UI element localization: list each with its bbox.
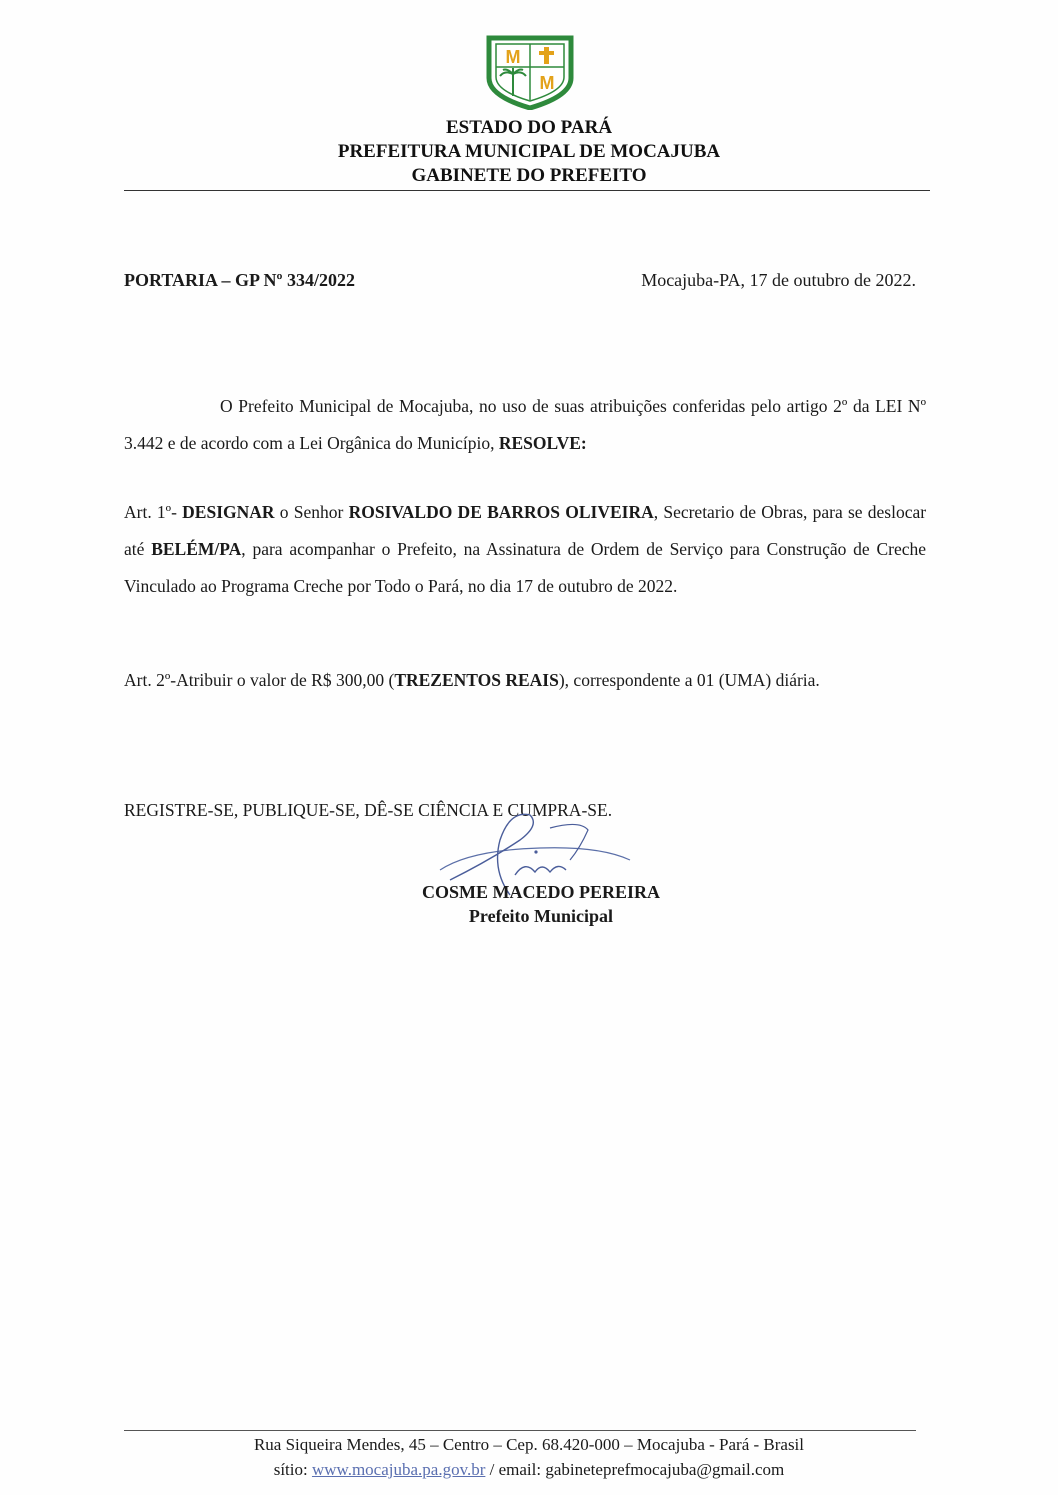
footer-site-link[interactable]: www.mocajuba.pa.gov.br [311, 1460, 486, 1479]
art1-verb: DESIGNAR [182, 502, 275, 522]
art1-after-name: , Secretario de Obras, para se deslocar até [124, 502, 927, 559]
footer [0, 1432, 1058, 1482]
footer-address: Rua Siqueira Mendes, 45 – Centro – Cep. 68.420-000 – Mocajuba - Pará - Brasil [253, 1435, 805, 1454]
footer-divider [124, 1430, 916, 1431]
art2-amount-words: TREZENTOS REAIS [394, 670, 559, 690]
signatory-role: Prefeito Municipal [468, 906, 614, 926]
document-date: Mocajuba-PA, 17 de outubro de 2022. [641, 270, 916, 290]
header-divider [124, 190, 930, 191]
crest-letter-top: M [505, 47, 521, 67]
footer-email[interactable]: gabineteprefmocajuba@gmail.com [545, 1460, 785, 1479]
closing-formula: REGISTRE-SE, PUBLIQUE-SE, DÊ-SE CIÊNCIA E CUMPRA-SE. [124, 800, 613, 820]
footer-site-label: sítio: [273, 1460, 308, 1479]
article-1-paragraph [124, 494, 926, 605]
art1-prefix: Art. 1º- [124, 502, 177, 522]
footer-contacts [0, 1457, 1058, 1482]
header-cabinet: GABINETE DO PREFEITO [411, 165, 647, 186]
header-prefecture: PREFEITURA MUNICIPAL DE MOCAJUBA [337, 141, 721, 162]
art1-rest: , para acompanhar o Prefeito, na Assinatura de Ordem de Serviço para Construção de Creche Vinculado ao Programa Creche por Todo o Pará, no dia 17 de outubro de 2022. [124, 539, 927, 596]
portaria-title: PORTARIA – GP Nº 334/2022 [124, 270, 355, 290]
article-2-paragraph [124, 662, 926, 699]
art1-mid: o Senhor [279, 502, 344, 522]
art1-place: BELÉM/PA [151, 539, 242, 559]
crest-letter-bottom: M [539, 73, 555, 93]
header-state: ESTADO DO PARÁ [445, 117, 613, 138]
municipal-crest-icon [483, 30, 577, 110]
signatory-name: COSME MACEDO PEREIRA [421, 882, 660, 902]
intro-text: O Prefeito Municipal de Mocajuba, no uso de suas atribuições conferidas pelo artigo 2º da LEI Nº 3.442 e de acordo com a Lei Orgânica do Município, [124, 396, 926, 453]
footer-email-label: / email: [489, 1460, 542, 1479]
art1-name: ROSIVALDO DE BARROS OLIVEIRA [348, 502, 654, 522]
intro-paragraph [124, 388, 926, 462]
art2-prefix: Art. 2º-Atribuir o valor de R$ 300,00 ( [124, 670, 395, 690]
art2-rest: ), correspondente a 01 (UMA) diária. [558, 670, 820, 690]
letterhead [0, 116, 1058, 188]
signature-block [0, 880, 1058, 928]
intro-resolve: RESOLVE: [498, 433, 587, 453]
